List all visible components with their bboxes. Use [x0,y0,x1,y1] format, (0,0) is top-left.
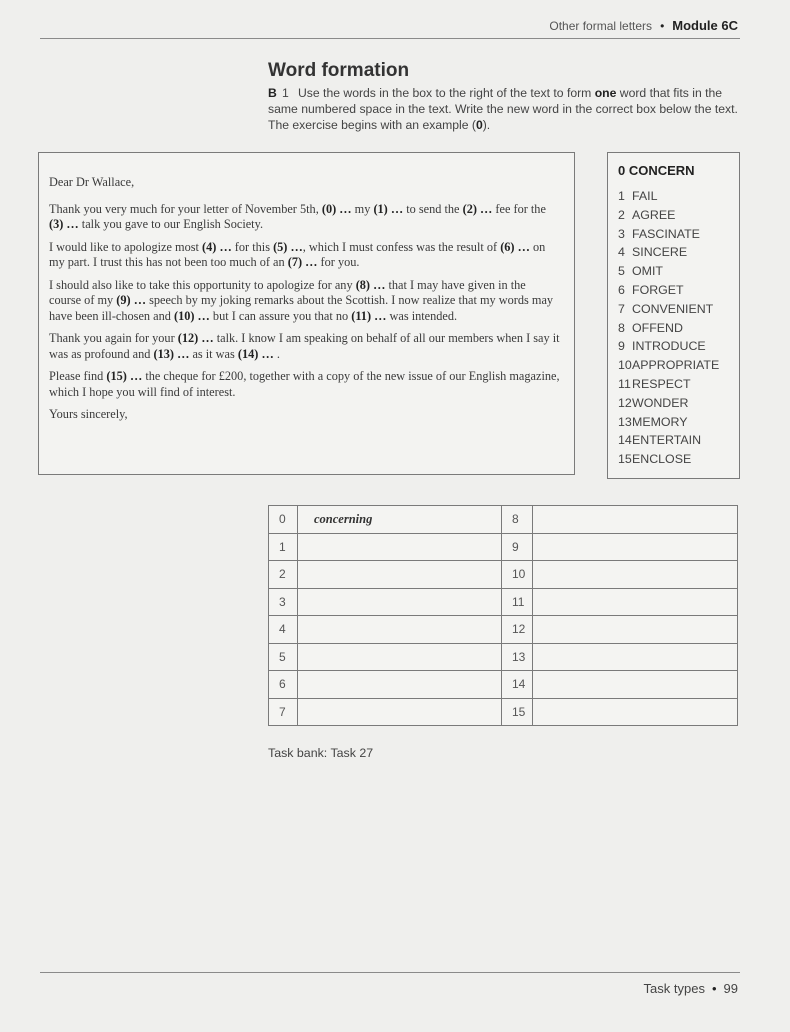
word-box-item [618,375,739,394]
letter-paragraph: I would like to apologize most (4) … for this (5) …, which I must confess was the result of (6) … on my part. I trust this has not been too much of an (7) … for you. [49,239,546,269]
word-box-item-number: 5 [618,264,625,279]
answer-cell[interactable] [533,616,738,644]
word-box-item-number: 1 [618,189,625,203]
word-box-item [618,450,739,469]
footer-section: Task types [643,981,705,996]
answer-cell[interactable] [298,671,502,699]
answer-cell[interactable] [298,616,502,644]
word-box-item-word: FASCINATE [632,226,700,241]
answer-cell[interactable] [533,588,738,616]
answer-cell[interactable] [533,533,738,561]
answer-cell[interactable] [533,698,738,726]
word-box-item [618,225,739,244]
answer-row [269,698,738,726]
word-box-item-word: MEMORY [632,414,688,429]
word-box-item-word: ENCLOSE [632,452,692,467]
answer-cell[interactable] [298,533,502,561]
answer-table [268,505,738,726]
footer-rule [40,972,740,973]
footer-bullet: • [711,981,717,996]
word-box-item-word: SINCERE [632,245,688,260]
word-box-item [618,243,739,262]
word-box-item-number: 4 [618,245,625,260]
word-box-item-word: OMIT [632,264,663,279]
answer-number: 15 [502,698,533,726]
answer-number: 4 [269,616,298,644]
running-header [549,18,738,33]
word-box-item-word: RESPECT [632,376,691,391]
letter-paragraph: Thank you very much for your letter of November 5th, (0) … my (1) … to send the (2) … fee for the (3) … talk you gave to our English Society. [49,201,546,231]
instructions-text-3: ). [482,118,491,132]
word-box-item-number: 12 [618,395,632,410]
word-box-item-word: INTRODUCE [632,339,706,354]
answer-number: 8 [502,506,533,534]
answer-number: 3 [269,588,298,616]
answer-number: 6 [269,671,298,699]
answer-row [269,561,738,589]
running-footer [644,981,738,996]
answer-row [269,533,738,561]
answer-number: 14 [502,671,533,699]
word-box-item [618,413,739,432]
letter-paragraph: Please find (15) … the cheque for £200, together with a copy of the new issue of our English magazine, which I hope you will find of interest. [49,369,560,399]
answer-number: 9 [502,533,533,561]
answer-number: 2 [269,561,298,589]
word-box-item-number: 7 [618,301,625,316]
word-box-item-word: OFFEND [632,320,683,335]
answer-cell[interactable] [533,643,738,671]
answer-number: 1 [269,533,298,561]
word-box-item-word: APPROPRIATE [632,358,720,373]
answer-cell[interactable] [533,506,738,534]
answer-cell[interactable] [298,643,502,671]
answer-cell[interactable] [298,561,502,589]
word-box-item-number: 15 [618,452,632,467]
word-box-item [618,281,739,300]
word-box-item-number: 11 [618,376,631,391]
answer-row [269,671,738,699]
letter-text-box [38,152,575,475]
word-box-item-number: 6 [618,282,625,297]
word-box-item-number: 10 [618,358,632,373]
answer-row [269,643,738,671]
word-box-item [618,187,739,206]
word-box-item-word: WONDER [632,395,689,410]
answer-cell[interactable]: concerning [298,506,502,534]
exercise-number: 1 [282,86,289,100]
answer-number: 10 [502,561,533,589]
word-list [618,187,739,469]
word-box-item [618,206,739,225]
page-number: 99 [723,981,738,996]
header-module: Module 6C [672,18,738,33]
exercise-instructions [268,85,738,133]
answer-row [269,616,738,644]
word-box-item-word: FORGET [632,282,684,297]
word-box-item [618,319,739,338]
letter-paragraph: I should also like to take this opportunity to apologize for any (8) … that I may have given in the course of my (9) … speech by my joking remarks about the Scottish. I now realize that my words may have been ill-chosen and (10) … but I can assure you that no (11) … was intended. [49,277,554,323]
exercise-label: B [268,86,277,100]
word-box-item-word: ENTERTAIN [632,433,702,448]
instructions-text-2: word that fits in the same numbered space in the text. Write the new word in the correct box below the text. The exercise begins with an example ( [268,86,738,132]
letter-paragraph: Thank you again for your (12) … talk. I know I am speaking on behalf of all our members when I say it was as profound and (13) … as it was (14) … . [49,331,560,361]
word-box-item-word: FAIL [632,189,658,203]
answer-row [269,506,738,534]
answer-number: 5 [269,643,298,671]
page-title: Word formation [268,60,410,81]
answer-number: 13 [502,643,533,671]
instructions-text-1: Use the words in the box to the right of the text to form [298,86,592,100]
header-section: Other formal letters [549,19,653,33]
word-box-item-number: 3 [618,226,625,241]
word-box-item-number: 14 [618,433,632,448]
word-box-item [618,431,739,450]
word-box-item [618,337,739,356]
word-box-item-word: AGREE [632,207,676,222]
instructions-example-ref: 0 [475,118,483,132]
answer-cell[interactable] [298,698,502,726]
answer-number: 12 [502,616,533,644]
answer-cell[interactable] [533,561,738,589]
word-box-item [618,394,739,413]
word-box-item-number: 13 [618,414,632,429]
answer-number: 7 [269,698,298,726]
word-box-item [618,262,739,281]
word-box-item-word: CONVENIENT [632,301,714,316]
word-box [607,152,740,479]
header-rule [40,38,740,39]
instructions-bold-word: one [594,86,617,100]
word-box-item-number: 2 [618,207,625,222]
answer-number: 0 [269,506,298,534]
word-box-example: 0 CONCERN [618,163,695,178]
word-box-item-number: 8 [618,320,625,335]
word-box-item [618,300,739,319]
letter-closing: Yours sincerely, [49,407,128,421]
word-box-item [618,356,739,375]
answer-row [269,588,738,616]
header-bullet: • [660,19,665,33]
task-bank-reference: Task bank: Task 27 [268,746,374,760]
answer-cell[interactable] [298,588,502,616]
answer-cell[interactable] [533,671,738,699]
answer-number: 11 [502,588,533,616]
letter-salutation: Dear Dr Wallace, [49,175,135,189]
word-box-item-number: 9 [618,339,625,354]
